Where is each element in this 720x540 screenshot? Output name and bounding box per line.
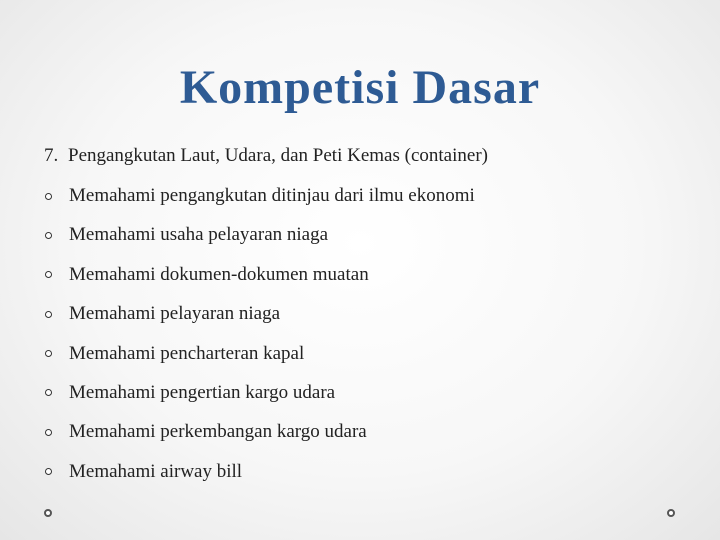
corner-dot-left-icon — [44, 509, 52, 517]
list-item — [44, 418, 684, 446]
list-item — [44, 340, 684, 368]
bullet-icon — [45, 389, 52, 396]
bullet-icon — [45, 429, 52, 436]
list-item-text: Memahami pengangkutan ditinjau dari ilmu ekonomi — [69, 185, 475, 206]
bullet-icon — [45, 193, 52, 200]
bullet-icon — [45, 271, 52, 278]
list-item-text: Memahami perkembangan kargo udara — [69, 421, 367, 443]
list-item-text: Memahami airway bill — [69, 460, 243, 482]
list-item-text: Memahami usaha pelayaran niaga — [69, 224, 329, 246]
section-number: 7. — [44, 145, 59, 166]
list-item — [44, 182, 684, 210]
list-item — [44, 379, 684, 407]
bullet-icon — [45, 232, 52, 239]
list-item — [44, 458, 684, 486]
list-item-text: Memahami pencharteran kapal — [69, 342, 305, 364]
section-heading — [44, 142, 684, 170]
corner-dot-right-icon — [667, 509, 675, 517]
slide-content — [44, 142, 684, 497]
list-item-text: Memahami pelayaran niaga — [69, 303, 281, 325]
list-item-text: Memahami pengertian kargo udara — [69, 381, 336, 403]
list-item — [44, 300, 684, 328]
list-item — [44, 221, 684, 249]
list-item-text: Memahami dokumen-dokumen muatan — [69, 263, 369, 285]
bullet-icon — [45, 311, 52, 318]
competency-list — [44, 182, 684, 486]
slide-title: Kompetisi Dasar — [179, 61, 541, 114]
section-heading-text: Pengangkutan Laut, Udara, dan Peti Kemas (container) — [68, 145, 488, 166]
bullet-icon — [45, 350, 52, 357]
list-item — [44, 261, 684, 289]
bullet-icon — [45, 468, 52, 475]
